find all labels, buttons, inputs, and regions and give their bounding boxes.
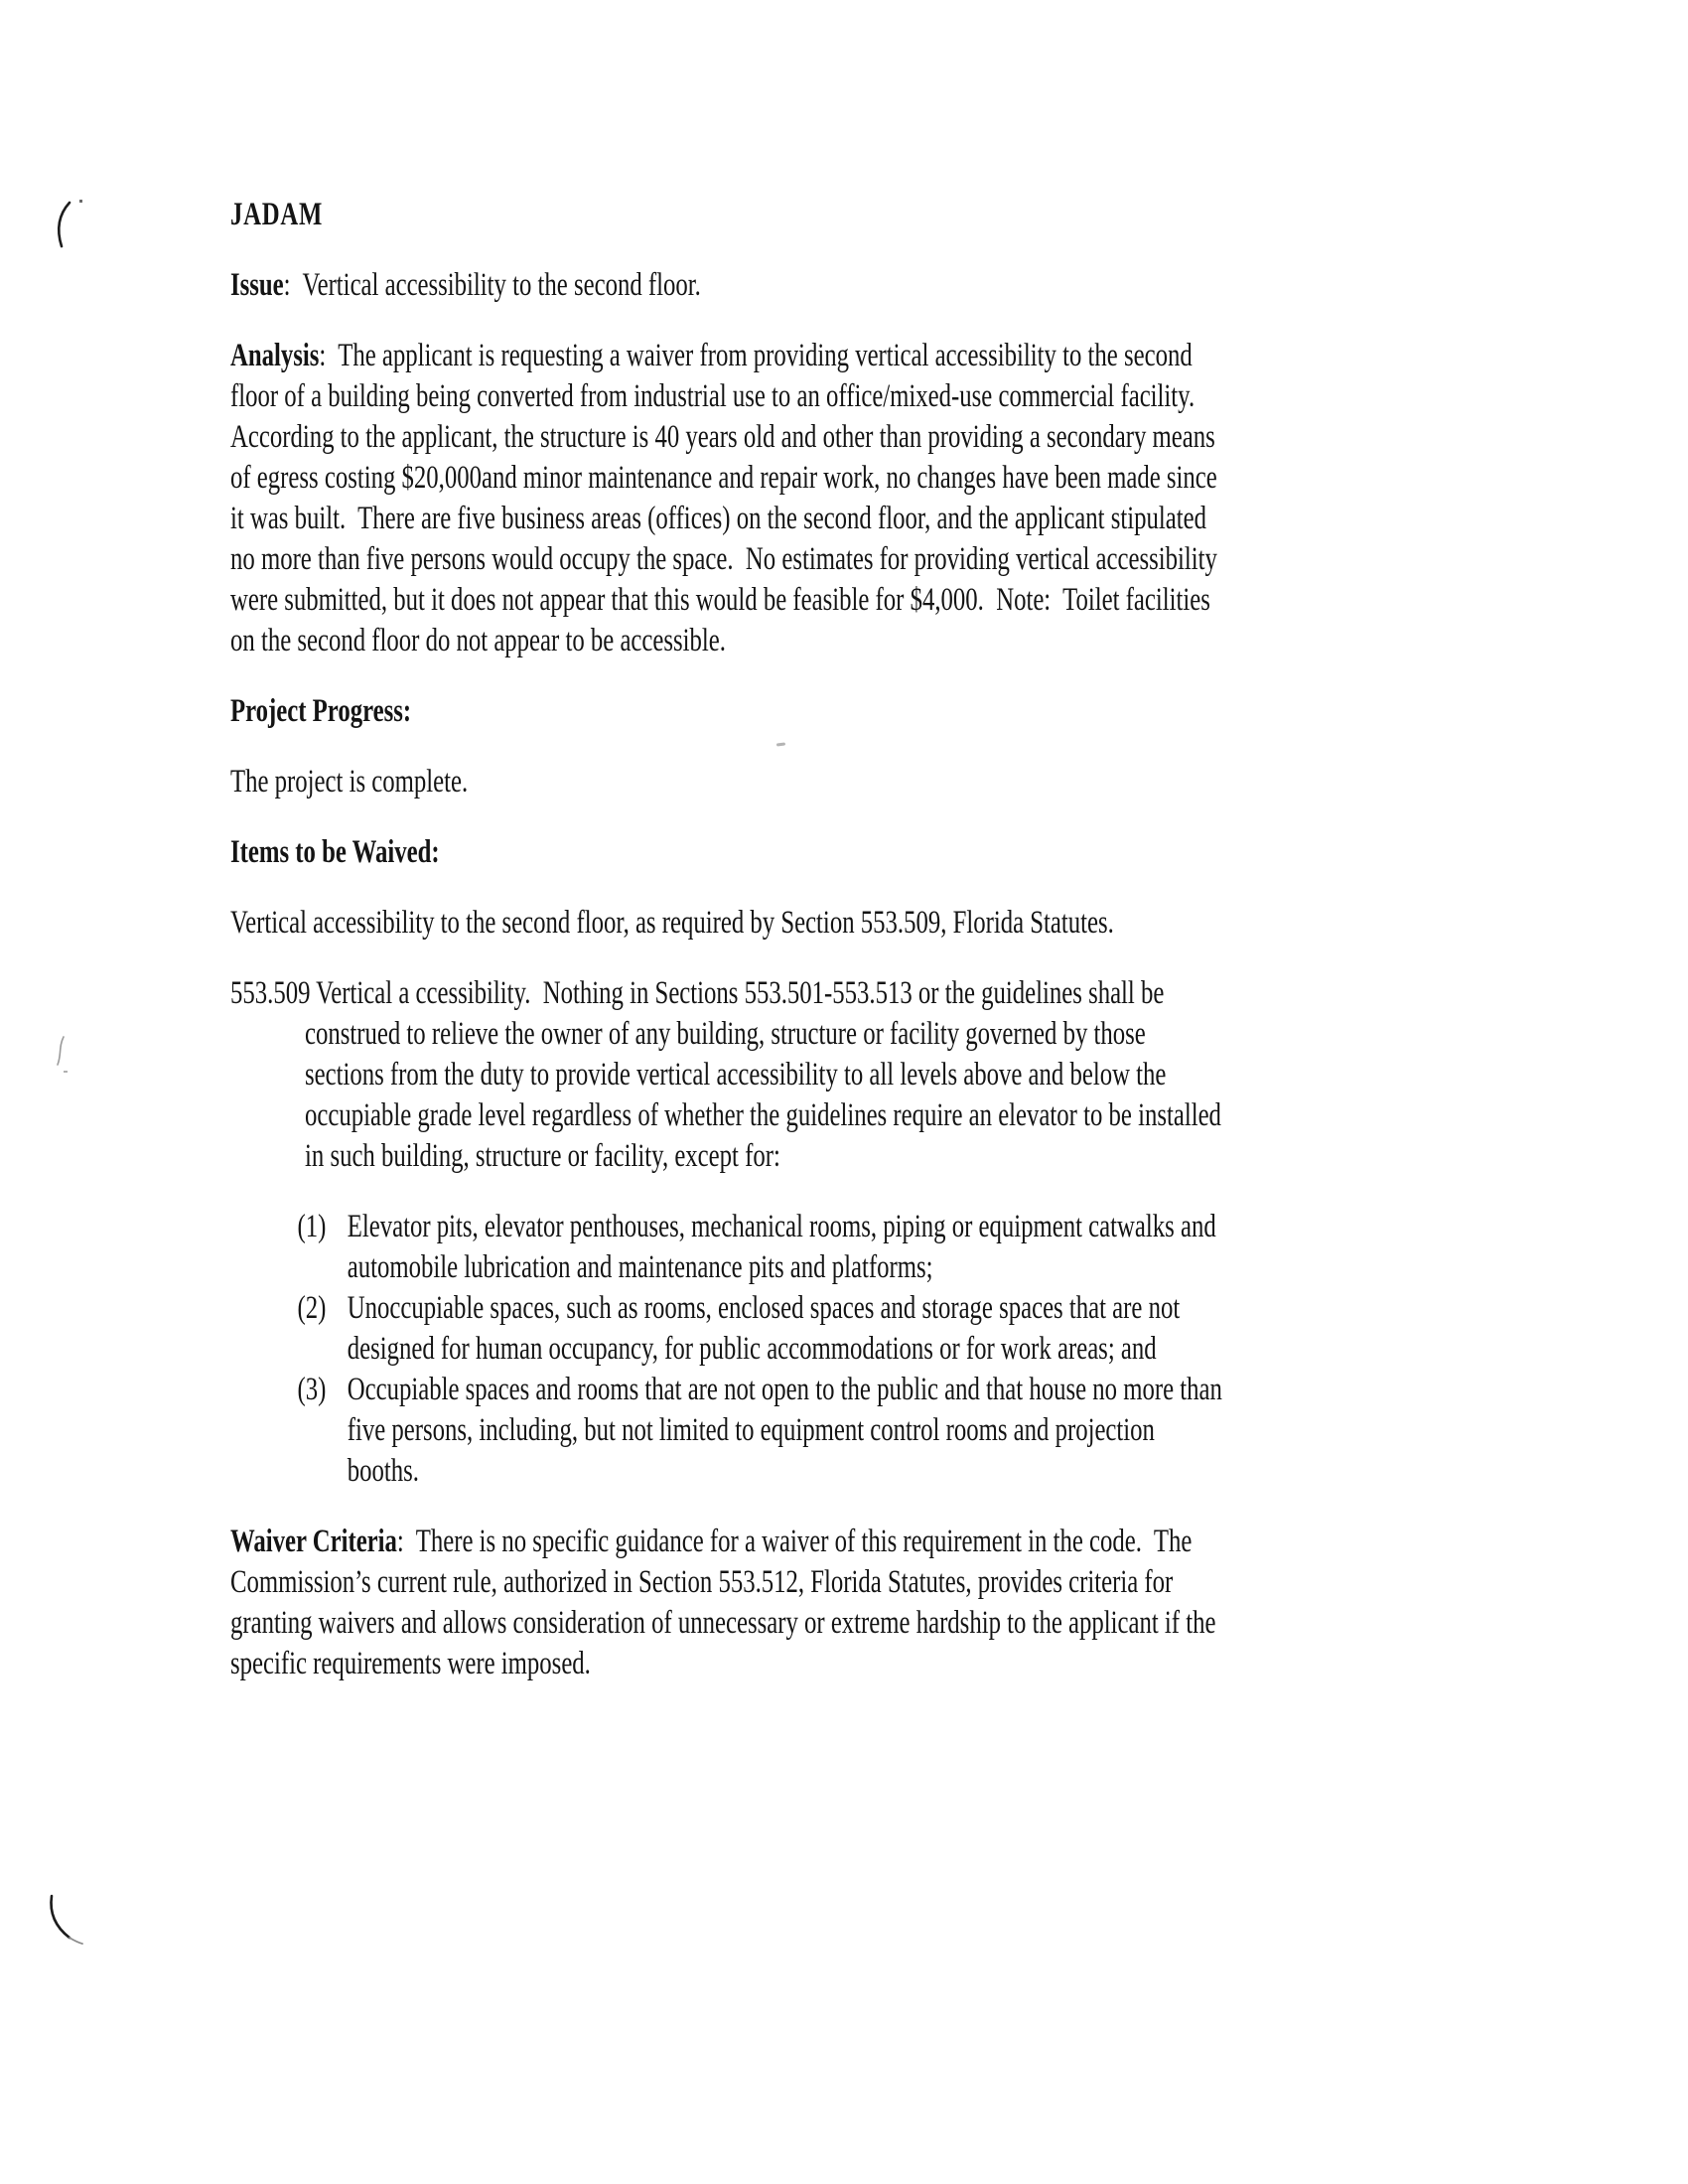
statute-item xyxy=(298,1207,1229,1288)
statute-item-text: Occupiable spaces and rooms that are not open to the public and that house no more than five persons, including, but not limited to equipment control rooms and projection booths. xyxy=(347,1372,1229,1489)
statute-item-text: Elevator pits, elevator penthouses, mechanical rooms, piping or equipment catwalks and automobile lubrication and maintenance pits and platforms; xyxy=(347,1209,1222,1285)
waiver-criteria-paragraph xyxy=(230,1522,1228,1684)
waiver-criteria-text: : There is no specific guidance for a waiver of this requirement in the code. The Commission’s current rule, authorized in Section 553.512, Florida Statutes, provides criteria for granting waivers and allows consideration of unnecessary or extreme hardship to the applicant if the specific requirements were imposed. xyxy=(230,1524,1222,1681)
scan-artifact-middle-left xyxy=(50,1033,79,1083)
analysis-paragraph xyxy=(230,336,1228,661)
items-to-be-waived-heading xyxy=(230,832,1228,873)
scan-artifact-bottom-left xyxy=(42,1892,91,1952)
analysis-text: : The applicant is requesting a waiver from providing vertical accessibility to the second floor of a building being converted from industrial use to an office/mixed-use commercial facility. According to the applicant, the structure is 40 years old and other than providing a secondary means of egress costing $20,000and minor maintenance and repair work, no changes have been made since it was built. There are five business areas (offices) on the second floor, and the applicant stipulated no more than five persons would occupy the space. No estimates for providing vertical accessibility were submitted, but it does not appear that this would be feasible for $4,000. Note: Toilet facilities on the second floor do not appear to be accessible. xyxy=(230,338,1224,658)
statute-item-text: Unoccupiable spaces, such as rooms, enclosed spaces and storage spaces that are not designed for human occupancy, for public accommodations or for work areas; and xyxy=(347,1290,1187,1367)
issue-label: Issue xyxy=(230,267,284,303)
analysis-label: Analysis xyxy=(230,338,320,373)
issue-line xyxy=(230,265,1228,306)
project-progress-heading-text: Project Progress: xyxy=(230,693,412,729)
issue-text: : Vertical accessibility to the second floor. xyxy=(283,267,701,303)
items-to-be-waived-text: Vertical accessibility to the second floor, as required by Section 553.509, Florida Statutes. xyxy=(230,905,1114,941)
doc-title: JADAM xyxy=(230,197,324,232)
waiver-criteria-label: Waiver Criteria xyxy=(230,1524,397,1559)
project-progress-heading xyxy=(230,691,1228,732)
items-to-be-waived-heading-text: Items to be Waived: xyxy=(230,834,440,870)
project-progress-text: The project is complete. xyxy=(230,764,469,800)
statute-item xyxy=(298,1370,1229,1492)
statute-item xyxy=(298,1288,1229,1370)
statute-item-marker: (3) xyxy=(297,1372,327,1407)
statute-item-marker: (2) xyxy=(297,1290,327,1326)
statute-item-marker: (1) xyxy=(297,1209,327,1244)
statute-paragraph: 553.509 Vertical a ccessibility. Nothing in Sections 553.501-553.513 or the guidelines shall be construed to relieve the owner of any building, structure or facility governed by those sections from the duty to provide vertical accessibility to all levels above and below the occupiable grade level regardless of whether the guidelines require an elevator to be installed in such building, structure or facility, except for: xyxy=(230,975,1228,1174)
document-content xyxy=(230,195,1228,1714)
statute-list xyxy=(230,1207,1228,1492)
scan-artifact-top-left xyxy=(50,195,94,254)
